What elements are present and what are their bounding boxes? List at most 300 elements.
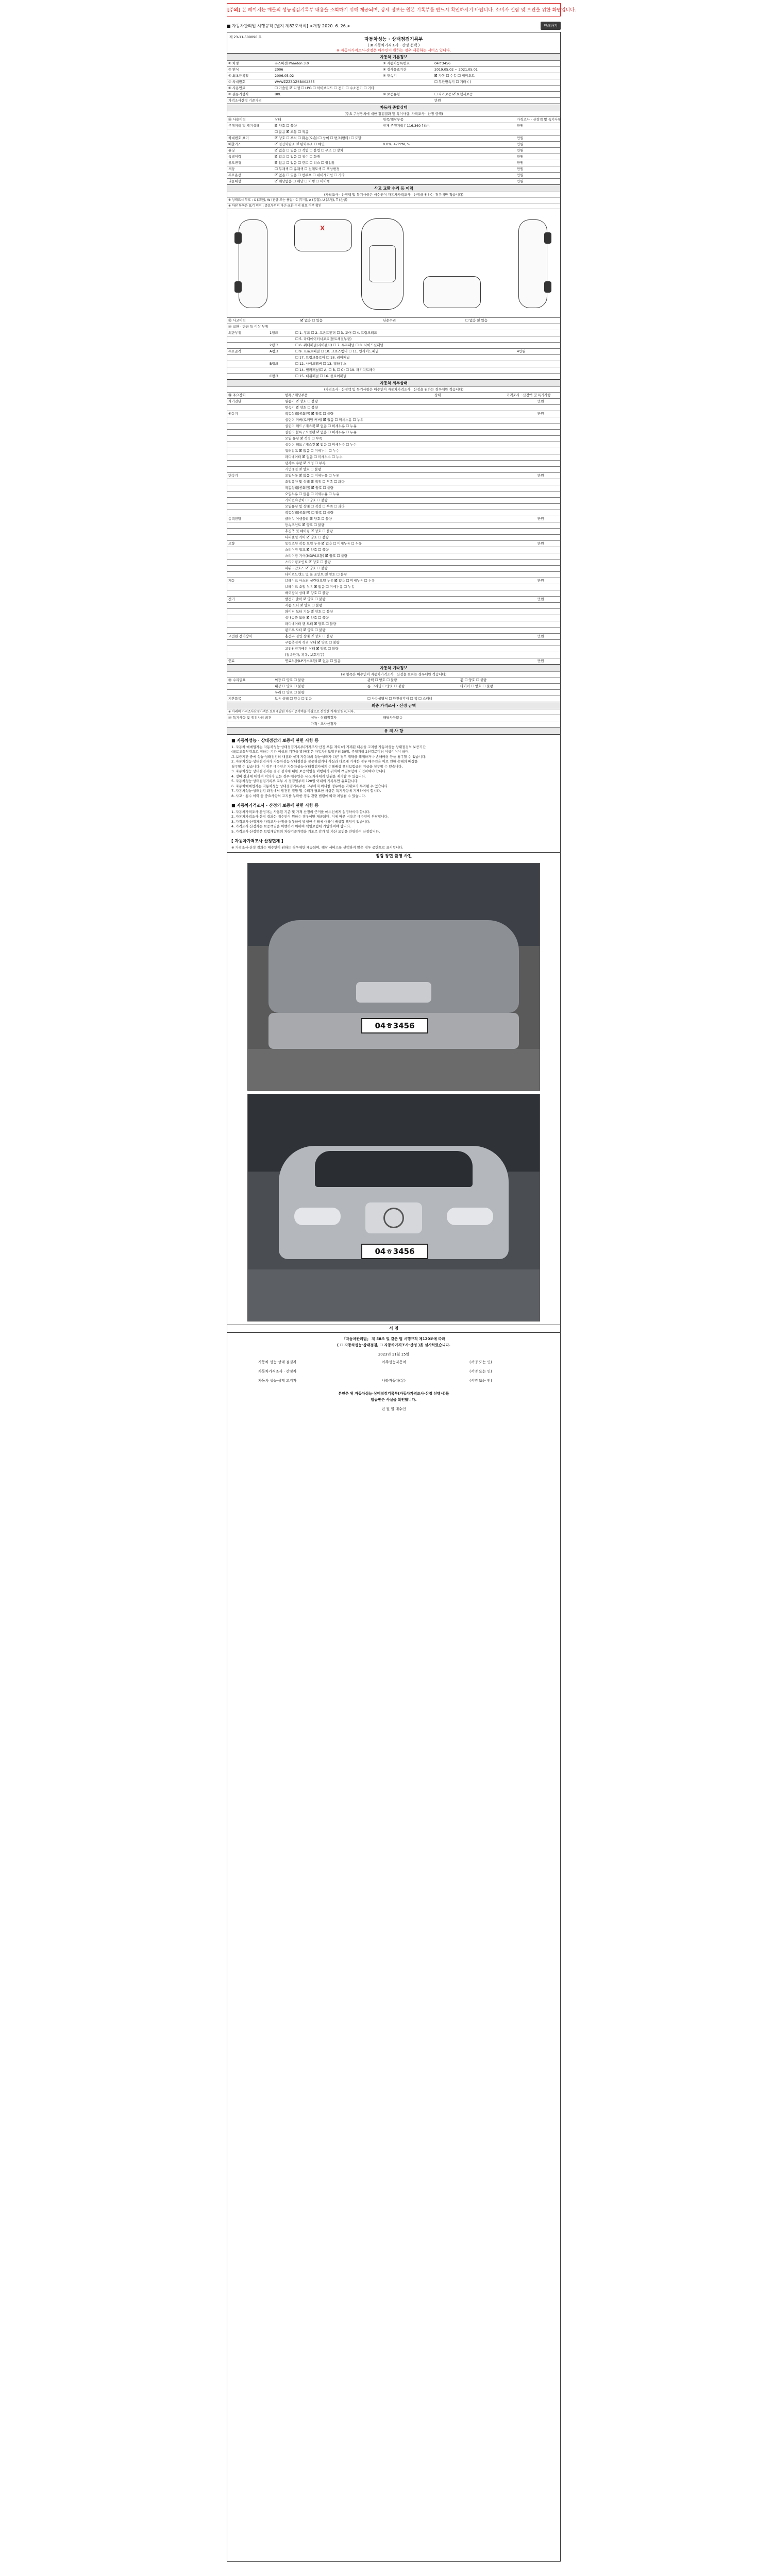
price-row (227, 721, 560, 727)
overall-cell: 특별이력 (228, 155, 242, 159)
overall-row (227, 172, 560, 178)
detail-item: 구동축전지 격리 상태 🗹 양호 ☐ 불량 (285, 640, 340, 645)
guarantee-line: 7. 자동차성능·상태점검 과정에서 발견된 결함 및 수리가 필요한 사항은 특기사항에 기재하여야 합니다. (231, 789, 381, 793)
detail-row (227, 404, 560, 411)
simple-repair-label: 단순수리 (383, 318, 396, 323)
sign-footer-3: 년 월 일 매수인 (381, 1407, 406, 1411)
basic-section-head: 자동차 기본정보 (227, 53, 560, 60)
detail-item: 시동 모터 🗹 양호 ☐ 불량 (285, 603, 323, 607)
detail-item: 냉각수 수량 🗹 적정 ☐ 부족 (285, 461, 326, 465)
detail-column-headers (227, 392, 560, 398)
exterior-cell: ☐ 14. 필러패널(☐ A, ☐ B, ☐ C) ☐ 19. 패키지트레이 (295, 368, 376, 372)
basic-row (227, 97, 560, 104)
detail-row (227, 596, 560, 602)
detail-item: 와이퍼 모터 기능 🗹 양호 ☐ 불량 (285, 609, 333, 614)
exterior-cell: A랭크 (270, 349, 279, 353)
price-note: ※ 아래의 가격조사산정가액은 보험개발원 차량기준가액을 바탕으로 산정한 가격(만원)입니다. (227, 709, 560, 715)
notice-bracket: [주의] (227, 8, 241, 13)
etc-row (227, 677, 560, 683)
guarantee-block (227, 734, 560, 852)
inspection-photo-1 (247, 863, 540, 1091)
record-number: 제 23-11-509090 호 (229, 35, 262, 39)
detail-item: 작동상태(공회전) 🗹 양호 ☐ 불량 (285, 412, 334, 416)
detail-row (227, 615, 560, 621)
basic-row (227, 91, 560, 97)
floor (248, 1049, 540, 1090)
detail-item: 실린더 헤드 / 개스킷 🗹 없음 ☐ 미세누유 ☐ 누유 (285, 424, 357, 428)
car-headlight-right (447, 1208, 493, 1225)
exterior-table (227, 324, 560, 379)
license-plate-2: 04ㅎ3456 (361, 1244, 428, 1259)
exterior-cell: ☐ 6. 쿼터패널(리어펜더) ☐ 7. 루프패널 ☐ 8. 사이드실패널 (295, 343, 383, 347)
overall-cell: 🗹 없음 ☐ 있음 ☐ 적법 ☐ 불법 ☐ 구조 ☐ 장치 (275, 148, 344, 152)
etc-table (227, 677, 560, 702)
etc-cell: 보유 상태 ☐ 있음 ☐ 없음 (275, 697, 312, 701)
guarantee-line: 3. 자동차성능·상태점검자는 점검 결과에 대한 보증책임을 이행하기 위하여 책임보험에 가입하여야 합니다. (231, 769, 386, 773)
simple-repair-value: ☐ 없음 🗹 있음 (465, 318, 488, 323)
detail-item: 라디에이터 팬 모터 🗹 양호 ☐ 불량 (285, 622, 337, 626)
overall-section-head: 자동차 종합상태 (227, 104, 560, 111)
overall-cell: 🗹 없음 ☐ 있음 ☐ 렌트 ☐ 리스 ☐ 영업용 (275, 161, 335, 165)
detail-row (227, 553, 560, 559)
price-guarantee-line: 4. 가격조사·산정자는 보증책임을 이행하기 위하여 책임보험에 가입하여야 합니다. (231, 824, 351, 828)
detail-item: 오일누유 🗹 없음 ☐ 미세누유 ☐ 누유 (285, 473, 340, 478)
car-right-side-outline (518, 219, 547, 308)
guarantee-line: 4. 정비 결과에 대하여 이의가 있는 경우 매수인은 시·도지사에게 민원을 제기할 수 있습니다. (231, 774, 366, 778)
exterior-cell: 4만원 (517, 349, 526, 353)
detail-row (227, 571, 560, 578)
basic-cell: ⑦ 차대번호 (228, 80, 246, 84)
etc-section-head: 자동차 기타정보 (227, 664, 560, 671)
sign-cell: 자동차가격조사 · 산정자 (258, 1369, 297, 1374)
basic-cell: ⑥ 변속기 (383, 74, 397, 78)
detail-column-header: 상태 (434, 393, 441, 397)
detail-item: 오일유량 및 상태 ☐ 적정 ☐ 부족 ☐ 과다 (285, 504, 345, 509)
etc-cell: 내장 ☐ 양호 ☐ 불량 (275, 684, 305, 688)
detail-item: 실린더 블록 / 오일팬 🗹 없음 ☐ 미세누유 ☐ 누유 (285, 430, 357, 434)
sign-cell: (서명 또는 인) (469, 1369, 492, 1374)
detail-item: 커먼레일 🗹 양호 ☐ 불량 (285, 467, 322, 471)
exterior-legend: ※ 상태표시 부호 : X (교환), W (판금 또는 용접), C (부식), A (흠집), U (요철), T (손상) (227, 197, 560, 203)
detail-row (227, 522, 560, 528)
guarantee-line: 청구할 수 있습니다. 이 경우 매수인은 자동차성능·상태점검자에게 손해배상 책임보험금의 지급을 청구할 수 있습니다. (231, 764, 403, 769)
price-cell: 가격 · 조사산정자 (311, 722, 337, 726)
exterior-row (227, 336, 560, 342)
detail-item: 오일유량 및 상태 🗹 적정 ☐ 부족 ☐ 과다 (285, 480, 345, 484)
exterior-cell: ☐ 5. 라디에이터서포트(볼트체결부품) (295, 337, 352, 341)
detail-item: 원동기 🗹 양호 ☐ 불량 (285, 399, 318, 403)
detail-row (227, 454, 560, 460)
basic-cell: ① 차명 (228, 61, 239, 65)
detail-item: 오일 유량 🗹 적정 ☐ 부족 (285, 436, 323, 440)
etc-cell: 휠 ☐ 양호 ☐ 불량 (460, 678, 487, 682)
basic-row (227, 60, 560, 66)
notice-banner (227, 3, 576, 16)
detail-item: 추진축 및 베어링 🗹 양호 ☐ 불량 (285, 529, 333, 533)
document-subtitle: ( 🗷 자동차가격조사 · 산정 선택 ) (367, 43, 420, 47)
detail-column-header: ⑭ 주요장치 (228, 393, 246, 397)
detail-section-sub: (가격조사 · 산정액 및 특기사항은 매수인이 자동차가격조사 · 산정을 원하는 경우에만 적습니다) (227, 386, 560, 392)
detail-group-name: 고전원 전기장치 (228, 634, 253, 638)
guarantee-line: 6. 자동차매매업자는 자동차성능·상태점검기록부를 교부하지 아니한 경우에는 과태료가 부과될 수 있습니다. (231, 784, 389, 788)
overall-cell: 리콜대상 (228, 179, 242, 183)
exterior-cell: 외판부위 (228, 331, 242, 335)
sign-cell: 나라자동차(유) (382, 1379, 406, 1383)
detail-item: 발전기 출력 🗹 양호 ☐ 불량 (285, 597, 326, 601)
basic-cell: ③ 연식 (228, 67, 239, 72)
detail-row (227, 485, 560, 491)
sign-cell: (서명 또는 인) (469, 1360, 492, 1364)
detail-price-unit: 만원 (537, 473, 544, 478)
basic-cell: WVWZZZ3DZ6B002355 (275, 80, 315, 84)
vw-logo (383, 1208, 404, 1228)
detail-item: 작동상태(공회전) ☐ 양호 ☐ 불량 (285, 511, 334, 515)
exterior-row (227, 373, 560, 379)
detail-row (227, 633, 560, 639)
overall-cell: 🗹 없음 ☐ 있음 ☐ 썬루프 ☐ 네비게이션 ☐ 기타 (275, 173, 345, 177)
sign-cell: 아주성능자동차 (382, 1360, 407, 1364)
exterior-cell: 1랭크 (270, 331, 278, 335)
detail-row (227, 559, 560, 565)
sign-block (227, 1332, 560, 1415)
overall-cell: 주행거리 및 계기상태 (228, 124, 260, 128)
overall-row (227, 123, 560, 129)
price-guarantee-line: 3. 가격조사·산정자가 가격조사·산정을 잘못하여 발생한 손해에 대하여 배상할 책임이 있습니다. (231, 819, 371, 824)
detail-item: 변속기 🗹 양호 ☐ 불량 (285, 405, 318, 410)
exterior-row (227, 324, 560, 330)
photo-title: 점검 장면 촬영 사진 (227, 852, 560, 860)
detail-price-unit: 만원 (537, 541, 544, 546)
exterior-row (227, 361, 560, 367)
overall-cell: 만원 (517, 173, 524, 177)
sign-footer-1: 본인은 위 자동차성능·상태점검기록부(자동차가격조사·산정 선택시)를 (338, 1392, 449, 1396)
overall-cell: 만원 (517, 148, 524, 152)
detail-item: 브레이크 오일 누유 🗹 없음 ☐ 미세누유 ☐ 누유 (285, 585, 355, 589)
detail-row (227, 565, 560, 571)
detail-column-header: 가격조사 · 산정액 및 특기사항 (507, 393, 551, 397)
detail-row (227, 423, 560, 429)
basic-row (227, 79, 560, 85)
exterior-row (227, 367, 560, 373)
detail-item: 실린더 헤드 / 개스킷 🗹 없음 ☐ 미세누수 ☐ 누수 (285, 443, 357, 447)
price-guarantee-line: 5. 가격조사·산정액은 보험개발원의 차량기준가액을 기초로 감가 및 가산 요인을 반영하여 산정합니다. (231, 829, 380, 834)
car-headlight-left (294, 1208, 341, 1225)
guarantee-line: 5. 자동차성능·상태점검기록부 교부 시 점검일부터 120일 이내의 기록부만 유효합니다. (231, 779, 359, 783)
overall-cell: 가격조사 · 산정액 및 특기사항 (517, 117, 561, 122)
price-row (227, 715, 560, 721)
detail-item: 기어변속장치 ☐ 양호 ☐ 불량 (285, 498, 328, 502)
detail-row (227, 639, 560, 646)
overall-cell: 튜닝 (228, 148, 235, 152)
overall-cell: 현재 주행거리 [ 116,360 ] Km (383, 124, 430, 128)
basic-cell: ☐ 자가보증 🗹 보험사보증 (434, 92, 473, 96)
overall-cell: 만원 (517, 167, 524, 171)
detail-row (227, 417, 560, 423)
etc-cell: 룸 크리닝 ☐ 양호 ☐ 불량 (367, 684, 405, 688)
basic-cell: 폭스바겐 Phaeton 3.0 (275, 61, 309, 65)
exterior-row (227, 342, 560, 348)
form-header (227, 21, 561, 32)
price-section-head: 최종 가격조사 · 산정 금액 (227, 702, 560, 709)
exterior-cell: B랭크 (270, 362, 279, 366)
overall-cell: ⑪ 사용이력 (228, 117, 246, 122)
basic-cell: 2006 (275, 67, 283, 72)
damage-mark: X (320, 225, 325, 232)
detail-row (227, 479, 560, 485)
guarantee-lines (231, 745, 556, 799)
detail-item: 실린더 커버(로커암 커버) 🗹 없음 ☐ 미세누유 ☐ 누유 (285, 418, 364, 422)
car-diagram (227, 209, 560, 317)
accident-label: ⑫ 사고이력 (228, 318, 246, 323)
accident-row (227, 317, 560, 324)
detail-group-name: 전기 (228, 597, 235, 601)
inspection-sheet (227, 32, 561, 2562)
detail-row (227, 460, 560, 466)
document (227, 3, 576, 2562)
basic-row (227, 73, 560, 79)
price-guarantee-line: 1. 자동차가격조사·산정자는 사용된 기준 및 가격 산정의 근거를 매수인에게 설명하여야 합니다. (231, 809, 371, 814)
detail-group-name: 변속기 (228, 473, 238, 478)
overall-cell: 만원 (517, 179, 524, 183)
detail-row (227, 534, 560, 540)
car-top-roof (369, 245, 396, 282)
car-left-front-wheel (234, 232, 242, 244)
overall-section-sub: (주요 구성장치에 대한 점검결과 및 특이사항, 가격조사 · 산정 금액) (227, 111, 560, 116)
overall-cell: 🗹 일산화탄소 🗹 탄화수소 ☐ 매연 (275, 142, 325, 146)
overall-cell: 배출가스 (228, 142, 242, 146)
price-cell: 성능 · 상태점검자 (311, 716, 337, 720)
notice-text: 본 페이지는 매물의 성능점검기록부 내용을 조회하기 위해 제공되며, 상세 정보는 원본 기록부를 반드시 확인하시기 바랍니다. (242, 8, 494, 13)
overall-cell: 🗹 해당없음 ☐ 해당 ☐ 이행 ☐ 미이행 (275, 179, 330, 183)
sign-cell: 자동차 성능·상태 고지자 (258, 1379, 297, 1383)
form-name: ■ 자동차관리법 시행규칙 [별지 제82호서식] <개정 2020. 6. 26.> (227, 24, 351, 28)
car-left-rear-wheel (234, 281, 242, 293)
basic-cell: 🗹 자동 ☐ 수동 ☐ 세미오토 (434, 74, 475, 78)
detail-row (227, 442, 560, 448)
detail-price-unit: 만원 (537, 579, 544, 583)
sign-cell: (서명 또는 인) (469, 1379, 492, 1383)
basic-cell: 가격조사산정 기준가격 (228, 98, 262, 103)
guarantee-line: 1. 자동차 매매업자는 자동차성능·상태점검기록부(가격조사·산정 부분 제외)에 기재된 내용을 고지한 자동차성능·상태점검의 보증기간 (231, 744, 426, 749)
detail-section-head: 자동차 세부상태 (227, 379, 560, 386)
exterior-legend-2: ※ 하단 항목은 표기 의미 : 중요부위의 파손·교환 수리 필요 여부 확인 (227, 203, 560, 209)
overall-cell: ☐ 많음 🗹 보통 ☐ 적음 (275, 130, 309, 134)
detail-row (227, 590, 560, 596)
car-left-side-outline (239, 219, 267, 308)
basic-cell: ② 자동차등록번호 (383, 61, 410, 65)
sign-line-2: ( ☐ 자동차성능·상태점검, ☐ 자동차가격조사·산정 )을 실시하였습니다. (337, 1343, 451, 1347)
basic-cell: ⑨ 원동기형식 (228, 92, 249, 96)
detail-row (227, 528, 560, 534)
detail-item: 타이로드엔드 및 볼 조인트 🗹 양호 ☐ 불량 (285, 572, 347, 577)
basic-cell: ⑩ 보증유형 (383, 92, 400, 96)
basic-cell: 04ㅎ3456 (434, 61, 451, 65)
car-rear-outline (423, 276, 481, 308)
detail-item: 작동상태(공회전) 🗹 양호 ☐ 불량 (285, 486, 334, 490)
basic-cell: 2006.05.02 (275, 74, 294, 78)
detail-item: 연료누출(LP가스포함) 🗹 없음 ☐ 있음 (285, 659, 341, 663)
sign-line-1: 「자동차관리법」 제 58조 및 같은 법 시행규칙 제120조에 따라 (342, 1337, 445, 1341)
detail-group-name: 동력전달 (228, 517, 242, 521)
overall-cell: 🗹 없음 ☐ 있음 ☐ 침수 ☐ 화재 (275, 155, 320, 159)
document-red-note: ※ 자동차가격조사·산정은 매수인이 원하는 경우 제공하는 서비스 입니다. (337, 48, 451, 53)
notice-text-tail: 소비자 열람 및 보관을 위한 화면입니다. (495, 8, 576, 13)
guarantee-line: 2. 자동차성능·상태점검자가 자동차성능·상태점검을 잘못하였거나 사실과 다르게 기재한 경우 매수인은 이로 인한 손해의 배상을 (231, 759, 418, 764)
price-guarantee-lines (231, 810, 556, 835)
detail-row (227, 398, 560, 404)
detail-price-unit: 만원 (537, 517, 544, 521)
detail-row (227, 466, 560, 472)
floor-2 (248, 1269, 540, 1321)
basic-row (227, 85, 560, 91)
print-button[interactable]: 인쇄하기 (541, 22, 561, 30)
price-cell: ⑯ 특기사항 및 점검자의 의견 (228, 716, 272, 720)
price-guarantee-line: 2. 자동차가격조사·산정 결과는 매수인이 원하는 경우에만 제공되며, 이에 따른 비용은 매수인이 부담합니다. (231, 815, 389, 819)
detail-row (227, 578, 560, 584)
etc-section-sub: (※ 항목은 매수인이 자동차가격조사 · 산정을 원하는 경우에만 적습니다) (227, 671, 560, 677)
overall-cell: 🗹 양호 ☐ 부식 ☐ 훼손(오손) ☐ 상이 ☐ 변조(변타) ☐ 도말 (275, 136, 362, 140)
detail-item: 고전원전기배선 상태 🗹 양호 ☐ 불량 (285, 647, 339, 651)
overall-row (227, 135, 560, 141)
car-right-front-wheel (544, 232, 551, 244)
overall-cell: 색상 (228, 167, 235, 171)
detail-group-name: 원동기 (228, 412, 238, 416)
basic-info-table (227, 60, 560, 104)
detail-row (227, 540, 560, 547)
overall-cell: 만원 (517, 142, 524, 146)
detail-item: 동력조향 작동 오일 누유 🗹 없음 ☐ 미세누유 ☐ 누유 (285, 541, 362, 546)
accident-value: 🗹 없음 ☐ 있음 (300, 318, 323, 323)
exterior-cell: C랭크 (270, 374, 279, 378)
detail-row (227, 608, 560, 615)
detail-row (227, 472, 560, 479)
detail-item: 스티어링조인트 🗹 양호 ☐ 불량 (285, 560, 331, 564)
overall-cell: ☐ 무채색 ☐ 유채색 ☐ 전체도색 ☐ 색상변경 (275, 167, 340, 171)
sign-row (227, 1358, 560, 1367)
detail-price-unit: 만원 (537, 597, 544, 601)
detail-row (227, 491, 560, 497)
detail-row (227, 584, 560, 590)
etc-cell: ⑮ 수리필요 (228, 678, 246, 682)
overall-row (227, 116, 560, 123)
etc-cell: 유리 ☐ 양호 ☐ 불량 (275, 690, 305, 694)
exterior-cell: 2랭크 (270, 343, 278, 347)
sign-rows (227, 1358, 560, 1385)
etc-cell: 타이어 ☐ 양호 ☐ 불량 (460, 684, 493, 688)
exterior-row (227, 354, 560, 361)
sign-title: 서 명 (227, 1325, 560, 1332)
inspection-photo-2 (247, 1094, 540, 1321)
price-cell: 해당사항없음 (383, 716, 402, 720)
detail-item: 실내송풍 모터 🗹 양호 ☐ 불량 (285, 616, 329, 620)
overall-cell: 주요옵션 (228, 173, 242, 177)
exterior-cell: ☐ 17. 트렁크플로어 ☐ 18. 리어패널 (295, 355, 350, 360)
exterior-cell: ⑬ 교환 · 판금 등 이상 부위 (228, 325, 268, 329)
overall-cell: 만원 (517, 124, 524, 128)
detail-row (227, 497, 560, 503)
exterior-row (227, 330, 560, 336)
detail-price-unit: 만원 (537, 659, 544, 663)
basic-cell: ☐ 가솔린 🗹 디젤 ☐ LPG ☐ 하이브리드 ☐ 전기 ☐ 수소전기 ☐ 기타 (275, 86, 375, 90)
detail-item: 디퍼렌셜 기어 🗹 양호 ☐ 불량 (285, 535, 329, 539)
overall-row (227, 160, 560, 166)
license-plate: 04ㅎ3456 (361, 1018, 428, 1033)
etc-cell: 광택 ☐ 양호 ☐ 불량 (367, 678, 397, 682)
detail-row (227, 658, 560, 664)
exterior-cell: ☐ 9. 프론트패널 ☐ 10. 크로스멤버 ☐ 11. 인사이드패널 (295, 349, 379, 353)
detail-item: 등속조인트 🗹 양호 ☐ 불량 (285, 523, 325, 527)
car-windshield (315, 1151, 473, 1187)
etc-cell: ☐ 사용설명서 ☐ 안전삼각대 ☐ 잭 ☐ 스패너 (367, 697, 432, 701)
detail-row (227, 411, 560, 417)
guarantee-line: 그 보증기간 중에 성능·상태점검의 내용과 실제 자동차의 성능·상태가 다른 경우 계약을 해제하거나 손해배상 등을 청구할 수 있습니다. (231, 754, 427, 759)
detail-row (227, 621, 560, 627)
sign-footer-2: 발급받은 사실을 확인합니다. (371, 1398, 417, 1402)
detail-row (227, 646, 560, 652)
overall-cell: 용도변경 (228, 161, 242, 165)
exterior-cell: ☐ 1. 후드 ☐ 2. 프론트펜더 ☐ 3. 도어 ☐ 4. 트렁크리드 (295, 331, 377, 335)
price-exempt-line: ※ 가격조사·산정 결과는 매수인이 원하는 경우에만 제공되며, 해당 서비스를 선택하지 않은 경우 공란으로 표시됩니다. (231, 845, 404, 850)
basic-cell: 2019.05.02 ~ 2021.05.01 (434, 67, 478, 72)
overall-row (227, 166, 560, 172)
guarantee-line: 8. 사고 · 침수 이력 등 중요사항의 고지를 누락한 경우 관련 법령에 따라 처벌될 수 있습니다. (231, 793, 366, 798)
car-right-rear-wheel (544, 281, 551, 293)
guarantee-line: (국토교통부령으로 정하는 기간 이상의 기간을 말한다)은 자동차인도일부터 30일, 주행거리 2천킬로미터 이상이어야 하며, (231, 750, 410, 754)
etc-row (227, 696, 560, 702)
overall-row (227, 129, 560, 135)
exterior-section-head: 사고 교환 수리 등 이력 (227, 184, 560, 192)
basic-cell: 만원 (434, 98, 441, 103)
detail-item: 스티어링 펌프 🗹 양호 ☐ 불량 (285, 548, 329, 552)
detail-row (227, 547, 560, 553)
detail-group-name: 제동 (228, 579, 235, 583)
overall-cell: 만원 (517, 161, 524, 165)
detail-row (227, 510, 560, 516)
detail-item: 파워고압호스 🗹 양호 ☐ 불량 (285, 566, 328, 570)
detail-row (227, 435, 560, 442)
price-guarantee-title: ■ 자동차가격조사 · 산정의 보증에 관한 사항 등 (231, 803, 319, 808)
detail-row (227, 652, 560, 658)
detail-row (227, 448, 560, 454)
basic-row (227, 66, 560, 73)
detail-item: 충전구 절연 상태 🗹 양호 ☐ 불량 (285, 634, 333, 638)
detail-price-unit: 만원 (537, 634, 544, 638)
overall-row (227, 154, 560, 160)
overall-cell: 만원 (517, 136, 524, 140)
detail-item: 스티어링 기어(MDPS포함) 🗹 양호 ☐ 불량 (285, 554, 348, 558)
detail-table (227, 398, 560, 664)
detail-row (227, 627, 560, 633)
detail-item: 브레이크 마스터 실린더오일 누유 🗹 없음 ☐ 미세누유 ☐ 누유 (285, 579, 375, 583)
detail-item: 워터펌프 🗹 없음 ☐ 미세누수 ☐ 누수 (285, 449, 340, 453)
price-table (227, 715, 560, 727)
basic-cell: ⑧ 사용연료 (228, 86, 246, 90)
detail-item: 라디에이터 🗹 없음 ☐ 미세누수 ☐ 누수 (285, 455, 343, 459)
exterior-section-sub: (가격조사 · 산정액 및 특기사항은 매수인이 자동차가격조사 · 산정을 원하는 경우에만 적습니다) (227, 192, 560, 197)
etc-row (227, 689, 560, 696)
detail-column-header: 항목 / 해당부품 (285, 393, 308, 397)
detail-group-name: 조향 (228, 541, 235, 546)
overall-status-table (227, 116, 560, 184)
detail-item: (접속단자, 피복, 보호기구) (285, 653, 325, 657)
detail-item: 배력장치 상태 🗹 양호 ☐ 불량 (285, 591, 329, 595)
exterior-row (227, 348, 560, 354)
price-exempt-title: [ 자동차가격조사 산정면제 ] (231, 839, 283, 843)
overall-cell: 상태 (275, 117, 281, 122)
overall-row (227, 141, 560, 147)
basic-cell: ☐ 무단변속기 ☐ 기타 ( ) (434, 80, 472, 84)
caution-title: 유 의 사 항 (227, 727, 560, 734)
